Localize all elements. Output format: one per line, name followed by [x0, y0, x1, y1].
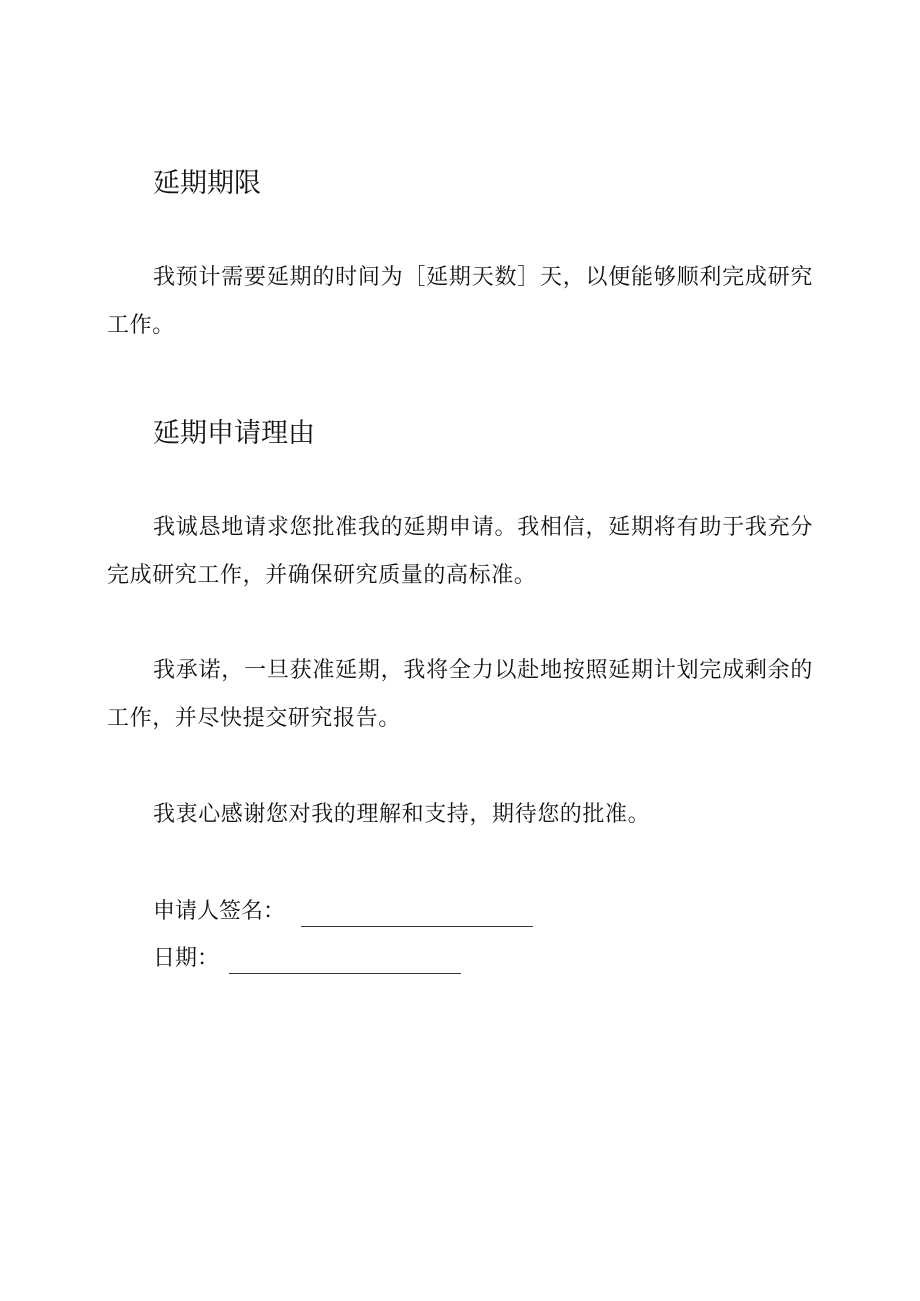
date-blank[interactable] — [229, 949, 461, 974]
section-heading-extension-reason: 延期申请理由 — [153, 418, 315, 449]
applicant-signature-line — [153, 897, 533, 927]
section-heading-extension-period: 延期期限 — [153, 168, 261, 199]
applicant-signature-label: 申请人签名： — [153, 899, 286, 924]
reason-paragraph-commitment: 我承诺，一旦获准延期，我将全力以赴地按照延期计划完成剩余的工作，并尽快提交研究报告。 — [107, 658, 813, 731]
date-line — [153, 944, 461, 974]
reason-paragraph-request: 我诚恳地请求您批准我的延期申请。我相信，延期将有助于我充分完成研究工作，并确保研究质量的高标准。 — [107, 515, 813, 588]
extension-period-paragraph: 我预计需要延期的时间为［延期天数］天，以便能够顺利完成研究工作。 — [107, 265, 813, 338]
reason-paragraph-thanks: 我衷心感谢您对我的理解和支持，期待您的批准。 — [153, 802, 651, 827]
applicant-signature-blank[interactable] — [301, 902, 533, 927]
date-label: 日期： — [153, 946, 220, 971]
